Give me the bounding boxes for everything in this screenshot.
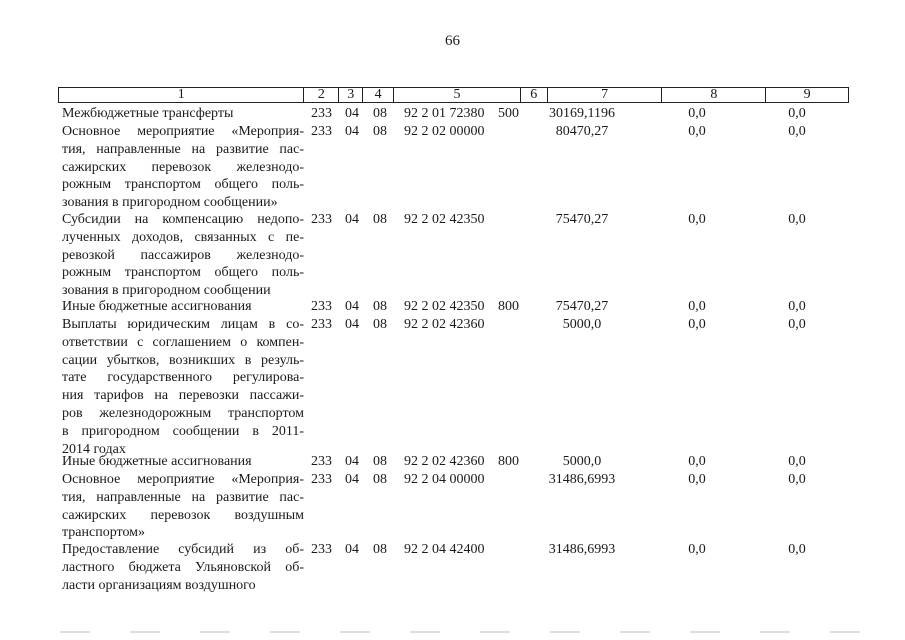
scan-artifact bbox=[60, 631, 890, 633]
cell-c9: 0,0 bbox=[788, 299, 806, 314]
cell-c9: 0,0 bbox=[788, 212, 806, 227]
cell-c8: 0,0 bbox=[688, 124, 706, 139]
description-line: зования в пригородном сообщении» bbox=[62, 195, 278, 211]
cell-c3: 04 bbox=[345, 212, 359, 227]
cell-c7: 5000,0 bbox=[562, 454, 602, 469]
cell-c5: 92 2 02 00000 bbox=[404, 124, 485, 139]
description-line: Межбюджетные трансферты bbox=[62, 106, 234, 121]
description-line: Иные бюджетные ассигнования bbox=[62, 299, 252, 314]
row-description bbox=[62, 541, 304, 594]
cell-c8: 0,0 bbox=[688, 106, 706, 121]
cell-c2: 233 bbox=[311, 454, 332, 469]
cell-c5: 92 2 04 00000 bbox=[404, 472, 485, 487]
description-line: зования в пригородном сообщении bbox=[62, 283, 271, 299]
description-line: ревозкой пассажиров железнодо- bbox=[62, 247, 304, 263]
header-col-6: 6 bbox=[521, 88, 548, 102]
table-header bbox=[58, 87, 849, 103]
header-col-4: 4 bbox=[363, 88, 394, 102]
cell-c8: 0,0 bbox=[688, 317, 706, 332]
description-line: сажирских перевозок воздушным bbox=[62, 507, 304, 523]
header-col-7: 7 bbox=[548, 88, 663, 102]
cell-c9: 0,0 bbox=[788, 472, 806, 487]
description-line: Основное мероприятие «Мероприя- bbox=[62, 124, 304, 139]
description-line: транспортом» bbox=[62, 525, 146, 541]
row-description bbox=[62, 211, 304, 300]
description-line: лученных доходов, связанных с пе- bbox=[62, 229, 304, 245]
row-description bbox=[62, 453, 304, 471]
cell-c7: 75470,27 bbox=[555, 212, 609, 227]
header-col-8: 8 bbox=[662, 88, 766, 102]
cell-c7: 75470,27 bbox=[555, 299, 609, 314]
page-number: 66 bbox=[445, 33, 460, 49]
cell-c2: 233 bbox=[311, 472, 332, 487]
cell-c9: 0,0 bbox=[788, 454, 806, 469]
cell-c9: 0,0 bbox=[788, 542, 806, 557]
header-col-5: 5 bbox=[394, 88, 521, 102]
description-line: сажирских перевозок железнодо- bbox=[62, 159, 304, 175]
cell-c7: 31486,6993 bbox=[548, 472, 616, 487]
description-line: 2014 годах bbox=[62, 441, 126, 457]
cell-c6: 800 bbox=[498, 299, 519, 314]
cell-c5: 92 2 02 42350 bbox=[404, 212, 485, 227]
cell-c4: 08 bbox=[373, 124, 387, 139]
cell-c7: 5000,0 bbox=[562, 317, 602, 332]
description-line: ответствии с соглашением о компен- bbox=[62, 334, 304, 350]
cell-c6: 500 bbox=[498, 106, 519, 121]
cell-c4: 08 bbox=[373, 299, 387, 314]
header-col-1: 1 bbox=[59, 88, 304, 102]
cell-c8: 0,0 bbox=[688, 472, 706, 487]
cell-c6: 800 bbox=[498, 454, 519, 469]
cell-c9: 0,0 bbox=[788, 106, 806, 121]
cell-c2: 233 bbox=[311, 106, 332, 121]
cell-c5: 92 2 02 42350 bbox=[404, 299, 485, 314]
cell-c8: 0,0 bbox=[688, 212, 706, 227]
row-description bbox=[62, 316, 304, 458]
description-line: ластного бюджета Ульяновской об- bbox=[62, 559, 304, 575]
cell-c5: 92 2 01 72380 bbox=[404, 106, 485, 121]
description-line: Предоставление субсидий из об- bbox=[62, 542, 304, 557]
description-line: Субсидии на компенсацию недопо- bbox=[62, 212, 304, 227]
cell-c4: 08 bbox=[373, 454, 387, 469]
row-description bbox=[62, 123, 304, 212]
cell-c4: 08 bbox=[373, 542, 387, 557]
cell-c4: 08 bbox=[373, 472, 387, 487]
cell-c4: 08 bbox=[373, 106, 387, 121]
description-line: Выплаты юридическим лицам в со- bbox=[62, 317, 304, 332]
description-line: сации убытков, возникших в резуль- bbox=[62, 352, 304, 368]
cell-c2: 233 bbox=[311, 317, 332, 332]
cell-c3: 04 bbox=[345, 542, 359, 557]
description-line: ния тарифов на перевозки пассажи- bbox=[62, 388, 304, 404]
description-line: тия, направленные на развитие пас- bbox=[62, 489, 304, 505]
cell-c5: 92 2 02 42360 bbox=[404, 454, 485, 469]
description-line: Основное мероприятие «Мероприя- bbox=[62, 472, 304, 487]
description-line: ров железнодорожным транспортом bbox=[62, 405, 304, 421]
description-line: тия, направленные на развитие пас- bbox=[62, 141, 304, 157]
cell-c8: 0,0 bbox=[688, 454, 706, 469]
cell-c4: 08 bbox=[373, 212, 387, 227]
header-col-3: 3 bbox=[339, 88, 363, 102]
description-line: ласти организациям воздушного bbox=[62, 577, 256, 593]
cell-c2: 233 bbox=[311, 542, 332, 557]
header-col-2: 2 bbox=[304, 88, 339, 102]
cell-c5: 92 2 02 42360 bbox=[404, 317, 485, 332]
description-line: Иные бюджетные ассигнования bbox=[62, 454, 252, 469]
cell-c8: 0,0 bbox=[688, 299, 706, 314]
cell-c3: 04 bbox=[345, 472, 359, 487]
cell-c3: 04 bbox=[345, 299, 359, 314]
row-description bbox=[62, 105, 304, 123]
cell-c2: 233 bbox=[311, 124, 332, 139]
header-col-9: 9 bbox=[803, 87, 811, 102]
cell-c3: 04 bbox=[345, 454, 359, 469]
description-line: рожным транспортом общего поль- bbox=[62, 265, 304, 281]
cell-c5: 92 2 04 42400 bbox=[404, 542, 485, 557]
cell-c3: 04 bbox=[345, 317, 359, 332]
description-line: тате государственного регулирова- bbox=[62, 370, 304, 386]
cell-c7: 31486,6993 bbox=[548, 542, 616, 557]
cell-c3: 04 bbox=[345, 124, 359, 139]
cell-c9: 0,0 bbox=[788, 124, 806, 139]
row-description bbox=[62, 471, 304, 542]
description-line: рожным транспортом общего поль- bbox=[62, 177, 304, 193]
cell-c8: 0,0 bbox=[688, 542, 706, 557]
cell-c9: 0,0 bbox=[788, 317, 806, 332]
row-description bbox=[62, 298, 304, 316]
cell-c7: 80470,27 bbox=[555, 124, 609, 139]
cell-c3: 04 bbox=[345, 106, 359, 121]
cell-c4: 08 bbox=[373, 317, 387, 332]
description-line: в пригородном сообщении в 2011- bbox=[62, 423, 304, 439]
cell-c7: 30169,1196 bbox=[549, 106, 615, 121]
cell-c2: 233 bbox=[311, 212, 332, 227]
cell-c2: 233 bbox=[311, 299, 332, 314]
